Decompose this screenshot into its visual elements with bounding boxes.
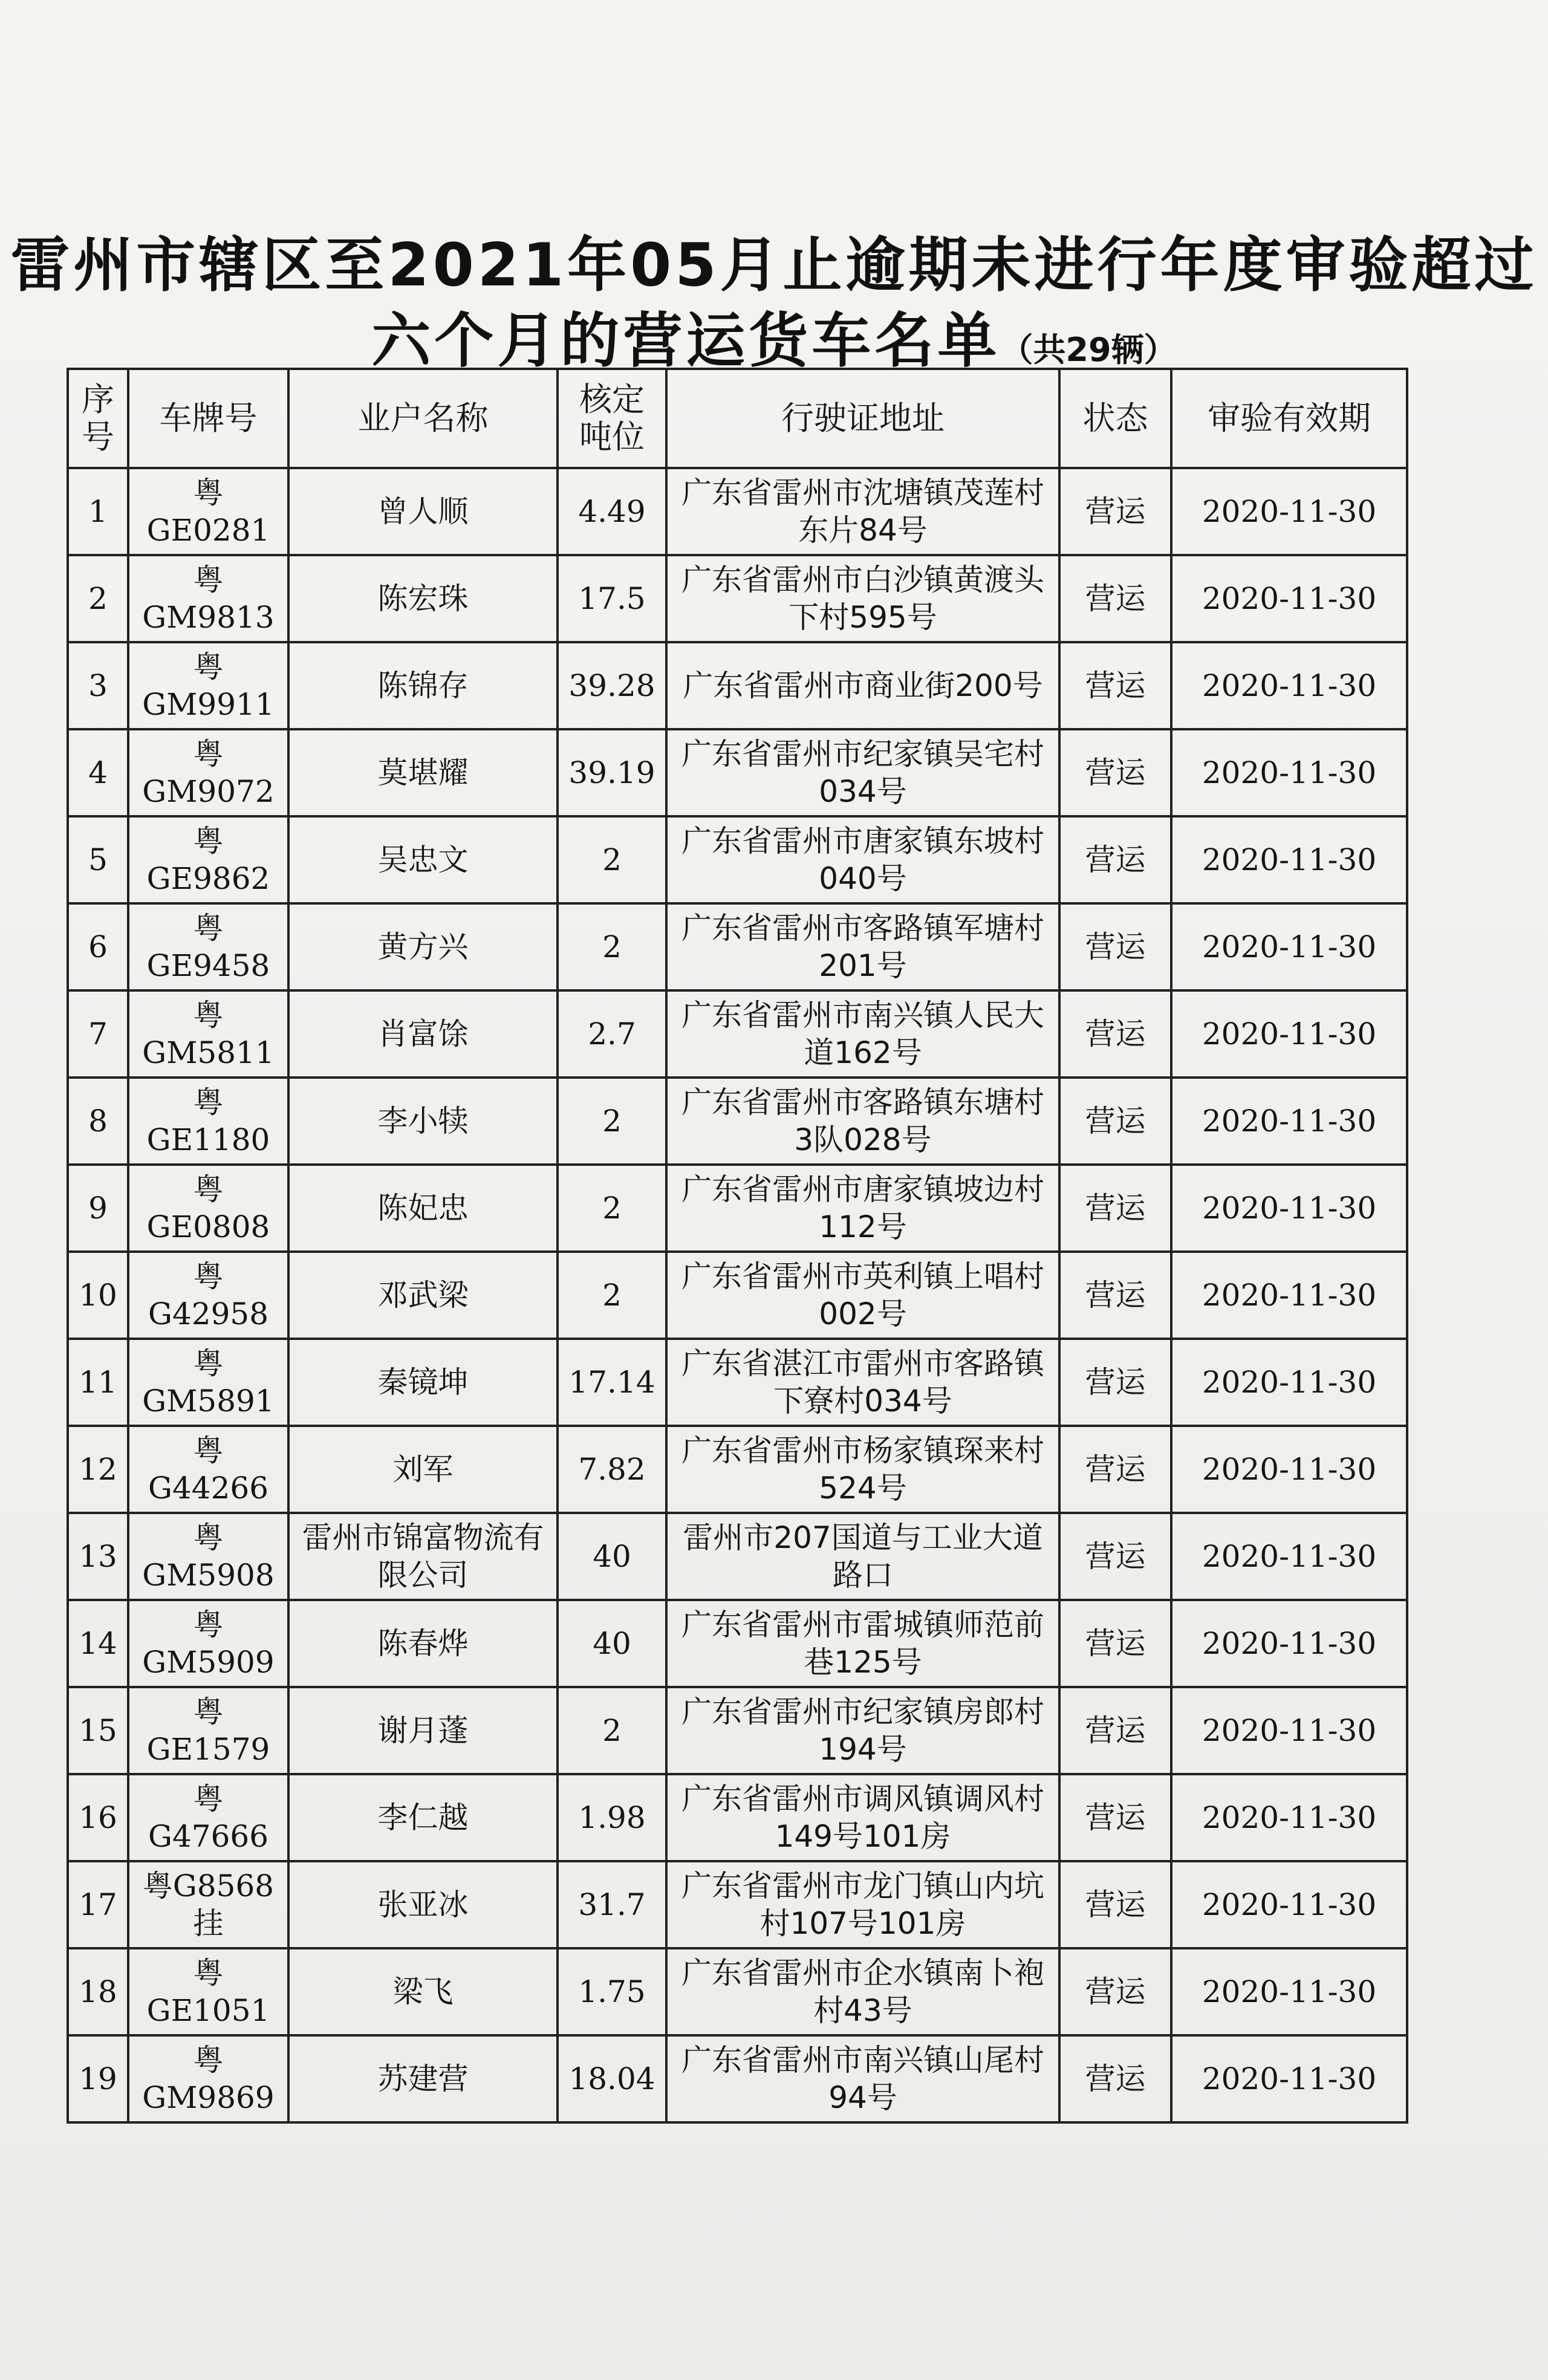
rated-tonnage: 2.7	[558, 990, 666, 1078]
table-header-row	[68, 369, 1407, 468]
row-index: 18	[68, 1948, 128, 2035]
rated-tonnage: 4.49	[558, 468, 666, 555]
status-text: 营运	[1059, 1948, 1171, 2035]
license-address: 广东省雷州市南兴镇人民大道162号	[666, 990, 1059, 1078]
inspection-expiry: 2020-11-30	[1171, 816, 1407, 903]
row-index: 16	[68, 1774, 128, 1861]
inspection-expiry: 2020-11-30	[1171, 990, 1407, 1078]
owner-name: 秦镜坤	[288, 1339, 558, 1426]
document-title-line1: 雷州市辖区至2021年05月止逾期未进行年度审验超过	[10, 231, 1538, 300]
owner-name: 黄方兴	[288, 903, 558, 990]
table-row	[68, 1861, 1407, 1948]
document-title-line2	[0, 293, 1548, 379]
table-row	[68, 1426, 1407, 1513]
table-row	[68, 816, 1407, 903]
license-address: 广东省雷州市纪家镇吴宅村034号	[666, 729, 1059, 816]
document-title-text: 六个月的营运货车名单	[371, 307, 1001, 376]
status-text: 营运	[1059, 1426, 1171, 1513]
license-address: 广东省雷州市调风镇调风村149号101房	[666, 1774, 1059, 1861]
plate-number: 粤G44266	[128, 1426, 288, 1513]
table-row	[68, 1948, 1407, 2035]
header-address: 行驶证地址	[666, 369, 1059, 468]
plate-number: 粤GM9813	[128, 555, 288, 642]
plate-number: 粤GM9911	[128, 642, 288, 729]
status-text: 营运	[1059, 729, 1171, 816]
owner-name: 谢月蓬	[288, 1687, 558, 1774]
owner-name: 陈春烨	[288, 1600, 558, 1687]
license-address: 广东省湛江市雷州市客路镇下寮村034号	[666, 1339, 1059, 1426]
status-text: 营运	[1059, 1339, 1171, 1426]
rated-tonnage: 2	[558, 1687, 666, 1774]
owner-name: 雷州市锦富物流有限公司	[288, 1513, 558, 1600]
row-index: 10	[68, 1252, 128, 1339]
table-row	[68, 903, 1407, 990]
owner-name: 梁飞	[288, 1948, 558, 2035]
inspection-expiry: 2020-11-30	[1171, 1252, 1407, 1339]
overdue-truck-table	[67, 368, 1408, 2124]
license-address: 广东省雷州市沈塘镇茂莲村东片84号	[666, 468, 1059, 555]
rated-tonnage: 2	[558, 1078, 666, 1165]
plate-number: 粤G8568挂	[128, 1861, 288, 1948]
owner-name: 李仁越	[288, 1774, 558, 1861]
inspection-expiry: 2020-11-30	[1171, 1600, 1407, 1687]
inspection-expiry: 2020-11-30	[1171, 642, 1407, 729]
inspection-expiry: 2020-11-30	[1171, 1948, 1407, 2035]
inspection-expiry: 2020-11-30	[1171, 1774, 1407, 1861]
inspection-expiry: 2020-11-30	[1171, 1687, 1407, 1774]
status-text: 营运	[1059, 1165, 1171, 1252]
plate-number: 粤GM5811	[128, 990, 288, 1078]
owner-name: 李小犊	[288, 1078, 558, 1165]
license-address: 广东省雷州市客路镇军塘村201号	[666, 903, 1059, 990]
owner-name: 苏建营	[288, 2035, 558, 2122]
plate-number: 粤GM9869	[128, 2035, 288, 2122]
plate-number: 粤GM5908	[128, 1513, 288, 1600]
rated-tonnage: 31.7	[558, 1861, 666, 1948]
row-index: 2	[68, 555, 128, 642]
plate-number: 粤GE9458	[128, 903, 288, 990]
owner-name: 陈锦存	[288, 642, 558, 729]
header-expiry: 审验有效期	[1171, 369, 1407, 468]
table-row	[68, 1774, 1407, 1861]
license-address: 广东省雷州市龙门镇山内坑村107号101房	[666, 1861, 1059, 1948]
license-address: 广东省雷州市杨家镇琛来村524号	[666, 1426, 1059, 1513]
license-address: 广东省雷州市雷城镇师范前巷125号	[666, 1600, 1059, 1687]
license-address: 广东省雷州市客路镇东塘村3队028号	[666, 1078, 1059, 1165]
owner-name: 刘军	[288, 1426, 558, 1513]
owner-name: 张亚冰	[288, 1861, 558, 1948]
table-row	[68, 729, 1407, 816]
plate-number: 粤GM9072	[128, 729, 288, 816]
plate-number: 粤GM5909	[128, 1600, 288, 1687]
rated-tonnage: 2	[558, 816, 666, 903]
header-idx: 序号	[68, 369, 128, 468]
row-index: 19	[68, 2035, 128, 2122]
rated-tonnage: 2	[558, 903, 666, 990]
inspection-expiry: 2020-11-30	[1171, 1339, 1407, 1426]
row-index: 4	[68, 729, 128, 816]
owner-name: 陈宏珠	[288, 555, 558, 642]
plate-number: 粤GE0281	[128, 468, 288, 555]
row-index: 17	[68, 1861, 128, 1948]
status-text: 营运	[1059, 1687, 1171, 1774]
inspection-expiry: 2020-11-30	[1171, 729, 1407, 816]
plate-number: 粤GE1180	[128, 1078, 288, 1165]
plate-number: 粤GE1051	[128, 1948, 288, 2035]
table-row	[68, 555, 1407, 642]
row-index: 7	[68, 990, 128, 1078]
table-row	[68, 1600, 1407, 1687]
header-owner: 业户名称	[288, 369, 558, 468]
status-text: 营运	[1059, 816, 1171, 903]
license-address: 广东省雷州市白沙镇黄渡头下村595号	[666, 555, 1059, 642]
status-text: 营运	[1059, 1078, 1171, 1165]
rated-tonnage: 39.28	[558, 642, 666, 729]
license-address: 广东省雷州市英利镇上唱村002号	[666, 1252, 1059, 1339]
inspection-expiry: 2020-11-30	[1171, 1426, 1407, 1513]
status-text: 营运	[1059, 642, 1171, 729]
status-text: 营运	[1059, 1513, 1171, 1600]
status-text: 营运	[1059, 1774, 1171, 1861]
rated-tonnage: 7.82	[558, 1426, 666, 1513]
rated-tonnage: 17.5	[558, 555, 666, 642]
inspection-expiry: 2020-11-30	[1171, 1861, 1407, 1948]
inspection-expiry: 2020-11-30	[1171, 1165, 1407, 1252]
plate-number: 粤GE9862	[128, 816, 288, 903]
license-address: 广东省雷州市纪家镇房郎村194号	[666, 1687, 1059, 1774]
status-text: 营运	[1059, 468, 1171, 555]
plate-number: 粤G47666	[128, 1774, 288, 1861]
inspection-expiry: 2020-11-30	[1171, 555, 1407, 642]
vehicle-count-note: （共29辆）	[1000, 331, 1177, 369]
table-row	[68, 1687, 1407, 1774]
plate-number: 粤GM5891	[128, 1339, 288, 1426]
row-index: 6	[68, 903, 128, 990]
row-index: 9	[68, 1165, 128, 1252]
plate-number: 粤G42958	[128, 1252, 288, 1339]
status-text: 营运	[1059, 1252, 1171, 1339]
rated-tonnage: 2	[558, 1165, 666, 1252]
row-index: 1	[68, 468, 128, 555]
row-index: 14	[68, 1600, 128, 1687]
row-index: 5	[68, 816, 128, 903]
plate-number: 粤GE0808	[128, 1165, 288, 1252]
owner-name: 莫堪耀	[288, 729, 558, 816]
header-plate: 车牌号	[128, 369, 288, 468]
license-address: 广东省雷州市企水镇南卜袍村43号	[666, 1948, 1059, 2035]
table-row	[68, 2035, 1407, 2122]
table-row	[68, 990, 1407, 1078]
rated-tonnage: 2	[558, 1252, 666, 1339]
rated-tonnage: 40	[558, 1513, 666, 1600]
rated-tonnage: 17.14	[558, 1339, 666, 1426]
header-status: 状态	[1059, 369, 1171, 468]
row-index: 3	[68, 642, 128, 729]
inspection-expiry: 2020-11-30	[1171, 2035, 1407, 2122]
header-tonnage: 核定吨位	[558, 369, 666, 468]
inspection-expiry: 2020-11-30	[1171, 1513, 1407, 1600]
license-address: 广东省雷州市唐家镇坡边村112号	[666, 1165, 1059, 1252]
owner-name: 吴忠文	[288, 816, 558, 903]
plate-number: 粤GE1579	[128, 1687, 288, 1774]
owner-name: 肖富馀	[288, 990, 558, 1078]
owner-name: 曾人顺	[288, 468, 558, 555]
row-index: 13	[68, 1513, 128, 1600]
table-row	[68, 1339, 1407, 1426]
owner-name: 邓武梁	[288, 1252, 558, 1339]
row-index: 15	[68, 1687, 128, 1774]
inspection-expiry: 2020-11-30	[1171, 1078, 1407, 1165]
status-text: 营运	[1059, 2035, 1171, 2122]
rated-tonnage: 39.19	[558, 729, 666, 816]
license-address: 广东省雷州市南兴镇山尾村94号	[666, 2035, 1059, 2122]
table-row	[68, 1252, 1407, 1339]
table-row	[68, 1513, 1407, 1600]
status-text: 营运	[1059, 1861, 1171, 1948]
status-text: 营运	[1059, 1600, 1171, 1687]
table-row	[68, 1165, 1407, 1252]
license-address: 广东省雷州市唐家镇东坡村040号	[666, 816, 1059, 903]
license-address: 广东省雷州市商业街200号	[666, 642, 1059, 729]
rated-tonnage: 40	[558, 1600, 666, 1687]
inspection-expiry: 2020-11-30	[1171, 468, 1407, 555]
status-text: 营运	[1059, 990, 1171, 1078]
table-row	[68, 642, 1407, 729]
rated-tonnage: 1.98	[558, 1774, 666, 1861]
rated-tonnage: 1.75	[558, 1948, 666, 2035]
rated-tonnage: 18.04	[558, 2035, 666, 2122]
inspection-expiry: 2020-11-30	[1171, 903, 1407, 990]
license-address: 雷州市207国道与工业大道路口	[666, 1513, 1059, 1600]
row-index: 12	[68, 1426, 128, 1513]
status-text: 营运	[1059, 555, 1171, 642]
status-text: 营运	[1059, 903, 1171, 990]
table-row	[68, 1078, 1407, 1165]
table-row	[68, 468, 1407, 555]
row-index: 8	[68, 1078, 128, 1165]
row-index: 11	[68, 1339, 128, 1426]
owner-name: 陈妃忠	[288, 1165, 558, 1252]
